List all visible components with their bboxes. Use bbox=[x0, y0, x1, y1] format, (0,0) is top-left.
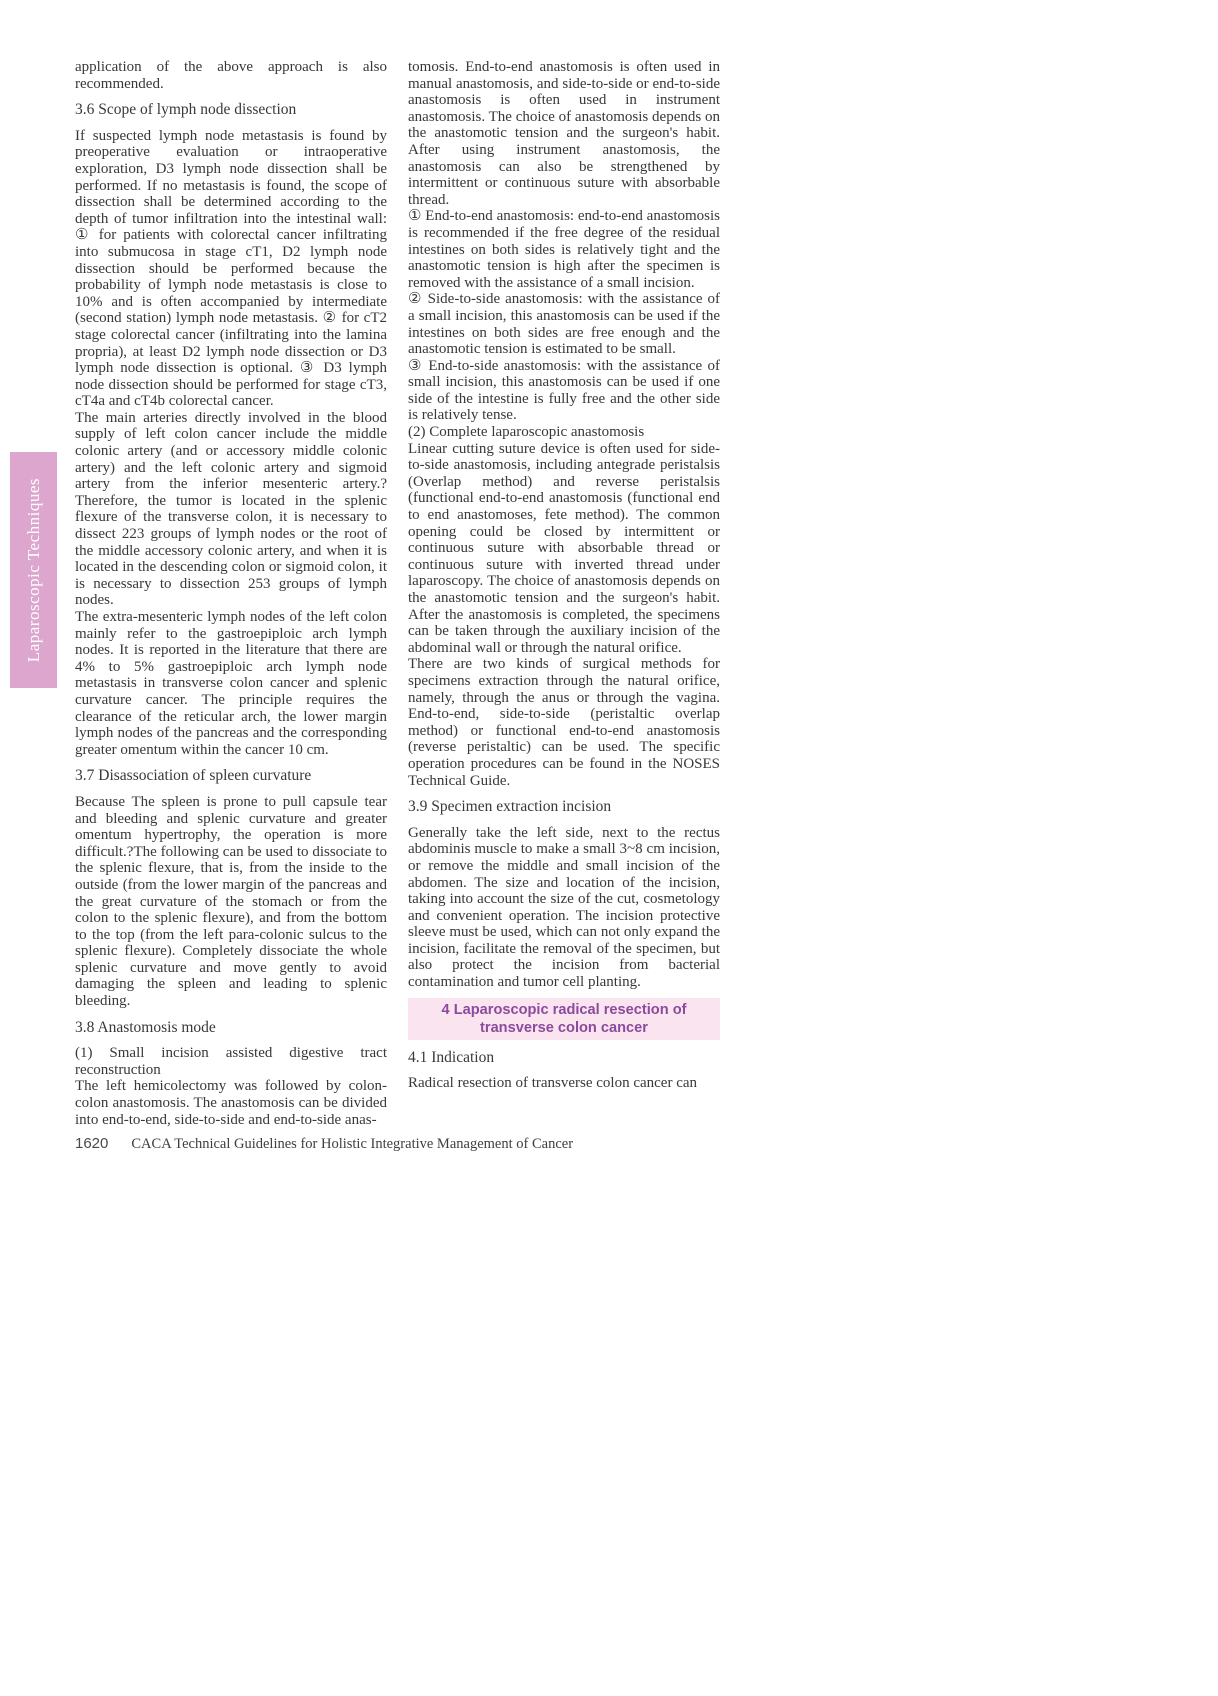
paragraph-spleen: Because The spleen is prone to pull capsule tear and bleeding and splenic curvature and greater omentum hypertrophy, the operation is more difficult.?The following can be used to dissociate to the splenic flexure, that is, from the inside to the outside (from the lower margin of the pancreas and the great curvature of the stomach or from the colon to the splenic flexure), and from the bottom to the top (from the left para-colonic sulcus to the splenic flexure). Completely dissociate the whole splenic curvature and move gently to avoid damaging the spleen and leading to splenic bleeding. bbox=[75, 793, 387, 1010]
right-column bbox=[408, 59, 720, 1092]
paragraph-specimen-extraction-methods: There are two kinds of surgical methods for specimens extraction through the natural orifice, namely, through the anus or through the vagina. End-to-end, side-to-side (peristaltic overlap method) or functional end-to-end anastomosis (reverse peristaltic) can be used. The specific operation procedures can be found in the NOSES Technical Guide. bbox=[408, 656, 720, 789]
paragraph-scope-3: The extra-mesenteric lymph nodes of the left colon mainly refer to the gastroepiploic arch lymph nodes. It is reported in the literature that there are 4% to 5% gastroepiploic arch lymph node metastasis in transverse colon cancer and splenic curvature cancer. The principle requires the clearance of the reticular arch, the lower margin lymph nodes of the pancreas and the corresponding greater omentum within the cancer 10 cm. bbox=[75, 609, 387, 758]
page-number: 1620 bbox=[75, 1135, 109, 1152]
section-heading-3-7: 3.7 Disassociation of spleen curvature bbox=[75, 767, 312, 785]
paragraph-anastomosis-continuation: tomosis. End-to-end anastomosis is often used in manual anastomosis, and side-to-side or end-to-side anastomosis is often used in instrument anastomosis. The choice of anastomosis depends on the anastomotic tension and the surgeon's habit. After using instrument anastomosis, the anastomosis can also be strengthened by intermittent or continuous suture with absorbable thread. bbox=[408, 59, 720, 208]
section-heading-3-9: 3.9 Specimen extraction incision bbox=[408, 798, 612, 816]
paragraph-linear-suture: Linear cutting suture device is often used for side-to-side anastomosis, including antegrade peristalsis (Overlap method) and reverse peristalsis (functional end-to-end anastomosis (functional end to end anastomoses, fete method). The common opening could be closed by intermittent or continuous suture with absorbable thread or continuous suture with inverted thread under laparoscopy. The choice of anastomosis depends on the anastomotic tension and the surgeon's habit. After the anastomosis is completed, the specimens can be taken through the auxiliary incision of the abdominal wall or through the natural orifice. bbox=[408, 440, 720, 656]
page-footer bbox=[75, 1135, 573, 1153]
paragraph-indication: Radical resection of transverse colon cancer can bbox=[408, 1075, 698, 1092]
paragraph-item-3: ③ End-to-side anastomosis: with the assistance of small incision, this anastomosis can be used if one side of the intestine is fully free and the other side is relatively tense. bbox=[408, 357, 720, 424]
paragraph-scope-1: If suspected lymph node metastasis is found by preoperative evaluation or intraoperative exploration, D3 lymph node dissection shall be performed. If no metastasis is found, the scope of dissection shall be determined according to the depth of tumor infiltration into the intestinal wall: ① for patients with colorectal cancer infiltrating into submucosa in stage cT1, D2 lymph node dissection should be performed because the probability of lymph node metastasis is close to 10% and is often accompanied by intermediate (second station) lymph node metastasis. ② for cT2 stage colorectal cancer (infiltrating into the lamina propria), at least D2 lymph node dissection or D3 lymph node dissection is optional. ③ D3 lymph node dissection should be performed for stage cT3, cT4a and cT4b colorectal cancer. bbox=[75, 127, 387, 410]
section-heading-3-6: 3.6 Scope of lymph node dissection bbox=[75, 101, 297, 119]
section-heading-3-8: 3.8 Anastomosis mode bbox=[75, 1018, 216, 1036]
paragraph-scope-2: The main arteries directly involved in the blood supply of left colon cancer include the middle colonic artery (and or accessory middle colonic artery) and the left colonic artery and sigmoid artery from the inferior mesenteric artery.? Therefore, the tumor is located in the splenic flexure of the transverse colon, it is necessary to dissect 223 groups of lymph nodes or the root of the middle accessory colonic artery, and when it is located in the descending colon or sigmoid colon, it is necessary to dissection 253 groups of lymph nodes. bbox=[75, 409, 387, 609]
paragraph-specimen-incision: Generally take the left side, next to the rectus abdominis muscle to make a small 3~8 cm incision, or remove the middle and small incision of the abdomen. The size and location of the incision, taking into account the size of the cut, cosmetology and convenient operation. The incision protective sleeve must be used, which can not only expand the incision, facilitate the removal of the specimen, but also protect the incision from bacterial contamination and tumor cell planting. bbox=[408, 824, 720, 991]
paragraph-anastomosis-2: The left hemicolectomy was followed by colon-colon anastomosis. The anastomosis can be divided into end-to-end, side-to-side and end-to-side anas- bbox=[75, 1078, 387, 1128]
section-heading-4-1: 4.1 Indication bbox=[408, 1048, 495, 1066]
paragraph-item-2: ② Side-to-side anastomosis: with the assistance of a small incision, this anastomosis can be used if the intestines on both sides are free enough and the anastomotic tension is estimated to be small. bbox=[408, 291, 720, 358]
footer-book-title: CACA Technical Guidelines for Holistic Integrative Management of Cancer bbox=[131, 1136, 574, 1152]
chapter-side-tab-label: Laparoscopic Techniques bbox=[23, 477, 43, 663]
chapter-side-tab bbox=[10, 452, 57, 688]
paragraph-complete-laparoscopic: (2) Complete laparoscopic anastomosis bbox=[408, 424, 645, 441]
paragraph-intro-continuation: application of the above approach is also recommended. bbox=[75, 59, 387, 92]
left-column bbox=[75, 59, 387, 1128]
paragraph-item-1: ① End-to-end anastomosis: end-to-end anastomosis is recommended if the free degree of the residual intestines on both sides is relatively tight and the anastomotic tension is high after the specimen is removed with the assistance of a small incision. bbox=[408, 208, 720, 291]
section-4-heading-band: 4 Laparoscopic radical resection of transverse colon cancer bbox=[408, 998, 720, 1040]
paragraph-anastomosis-1: (1) Small incision assisted digestive tract reconstruction bbox=[75, 1045, 387, 1078]
